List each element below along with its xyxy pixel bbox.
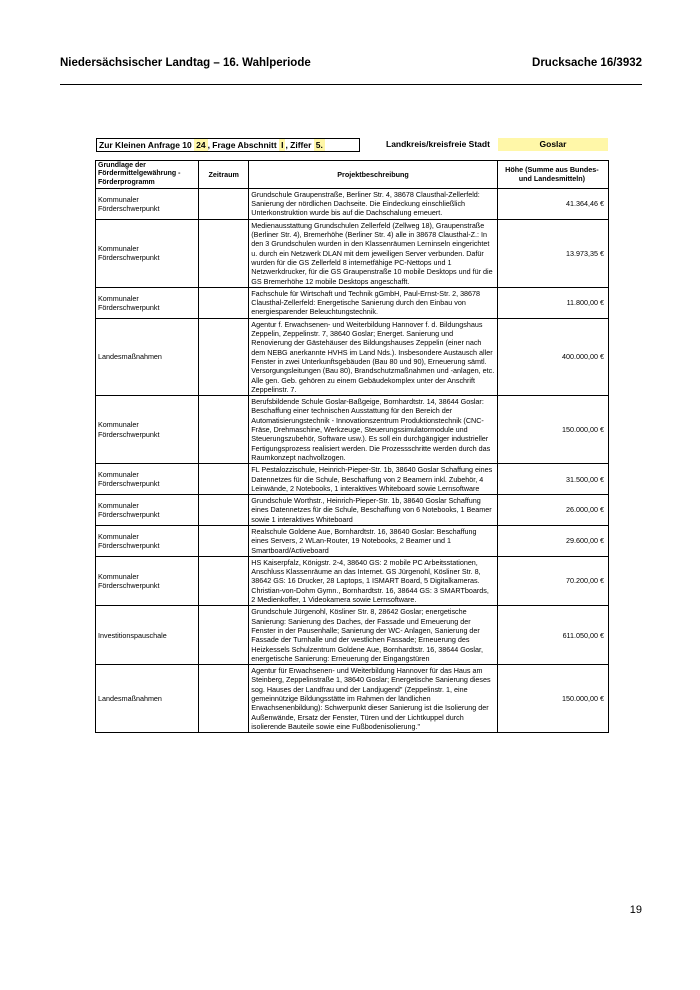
- header-hoehe: Höhe (Summe aus Bundes- und Landesmitteln): [497, 161, 608, 189]
- document-number: Drucksache 16/3932: [532, 57, 642, 69]
- table-row: [96, 318, 609, 395]
- landkreis-label: Landkreis/kreisfreie Stadt: [386, 139, 490, 149]
- header-grundlage: Grundlage der Fördermittelgewährung - Förderprogramm: [96, 161, 199, 189]
- ziffer-value: 5.: [315, 140, 323, 150]
- zeitraum-cell: [199, 495, 249, 526]
- page-header: [60, 57, 642, 77]
- anfrage-label: Zur Kleinen Anfrage 10: [99, 140, 192, 150]
- table-row: [96, 495, 609, 526]
- table-row: [96, 396, 609, 464]
- beschreibung-cell: Grundschule Worthstr., Heinrich-Pieper-Str. 1b, 38640 Goslar Schaffung eines Datennetzes für die Schule, Beschaffung von 6 Notebooks, 1 Beamer sowie 1 interaktives Whiteboard: [249, 495, 497, 526]
- hoehe-cell: 13.973,35 €: [497, 219, 608, 287]
- landkreis-value: Goslar: [498, 138, 608, 151]
- hoehe-cell: 26.000,00 €: [497, 495, 608, 526]
- inquiry-info-bar: [96, 138, 608, 152]
- hoehe-cell: 150.000,00 €: [497, 665, 608, 733]
- table-row: [96, 556, 609, 605]
- beschreibung-cell: Fachschule für Wirtschaft und Technik gGmbH, Paul-Ernst-Str. 2, 38678 Clausthal-Zellerfeld: Energetische Sanierung durch den Einbau von energiesparender Beleuchtungstechnik.: [249, 287, 497, 318]
- grundlage-cell: Kommunaler Förderschwerpunkt: [96, 219, 199, 287]
- zeitraum-cell: [199, 665, 249, 733]
- grundlage-cell: Kommunaler Förderschwerpunkt: [96, 495, 199, 526]
- table-row: [96, 287, 609, 318]
- hoehe-cell: 41.364,46 €: [497, 188, 608, 219]
- grundlage-cell: Kommunaler Förderschwerpunkt: [96, 556, 199, 605]
- hoehe-cell: 150.000,00 €: [497, 396, 608, 464]
- table-header-row: [96, 161, 609, 189]
- page-number: 19: [629, 904, 642, 916]
- header-projekt: Projektbeschreibung: [249, 161, 497, 189]
- hoehe-cell: 400.000,00 €: [497, 318, 608, 395]
- grundlage-cell: Kommunaler Förderschwerpunkt: [96, 287, 199, 318]
- beschreibung-cell: FL Pestalozzischule, Heinrich-Pieper-Str. 1b, 38640 Goslar Schaffung eines Datennetzes für die Schule, Beschaffung von 2 Beamern inkl. Zubehör, 4 Leinwände, 2 Notebooks, 1 interaktives Whiteboard sowie Lernsoftware: [249, 464, 497, 495]
- hoehe-cell: 11.800,00 €: [497, 287, 608, 318]
- anfrage-number: 24: [196, 140, 206, 150]
- beschreibung-cell: Medienausstattung Grundschulen Zellerfeld (Zellweg 18), Graupenstraße (Berliner Str. 4), Bremerhöhe (Berliner Str. 4) alle in 38678 Clausthal-Z.: In den 3 Grundschulen wurden in den Klassenräumen Lerninseln eingerichtet u. durch ein Netzwerk DLAN mit dem jeweiligen Server verbunden. Dafür wurden für die GS Zellerfeld 8 internetfähige PC-Nettops und 1 Netzwerkdrucker, für die GS Graupenstraße 10 mobile Desktops und für die GS Bremerhöhe 12 mobile Desktops angeschafft.: [249, 219, 497, 287]
- frage-label: , Frage Abschnitt: [207, 140, 277, 150]
- hoehe-cell: 70.200,00 €: [497, 556, 608, 605]
- frage-value: I: [281, 140, 284, 150]
- beschreibung-cell: Agentur f. Erwachsenen- und Weiterbildung Hannover f. d. Bildungshaus Zeppelin, Zeppelinstr. 7, 38640 Goslar; Energet. Sanierung und Renovierung der Gästehäuser des Bildungshauses Zeppelin (einer nach dem NEBG anerkannte HVHS im Land Nds.). Insbesondere Austausch aller Fenster in zwei Unterkunftsgebäuden (Bau 80 und 90), Erneuerung sämtl. Versorgungsleitungen (Bau 80), Brandschutzmaßnahmen und -anlagen, etc. Alle gen. Geb. gehören zu einem Gebäudekomplex unter der Anschrift Zeppelinstr. 7.: [249, 318, 497, 395]
- beschreibung-cell: Agentur für Erwachsenen- und Weiterbildung Hannover für das Haus am Steinberg, Zeppelinstraße 1, 38640 Goslar; Energetische Sanierung dieses sog. Hauses der Landfrau und der Landjugend" (Zeppelinstr. 1, eine gemeinnützige Bildungsstätte im Rahmen der ländlichen Erwachsenenbildung): Schwerpunkt dieser Sanierung ist die Isolierung der Außenwände, Ersatz der Fenster, Türen und der Lichtkuppel durch isolierende Bauteile sowie eine Fußbodenisolierung.": [249, 665, 497, 733]
- grundlage-cell: Kommunaler Förderschwerpunkt: [96, 396, 199, 464]
- table-row: [96, 219, 609, 287]
- table-row: [96, 606, 609, 665]
- grundlage-cell: Investitionspauschale: [96, 606, 199, 665]
- ziffer-label: , Ziffer: [285, 140, 312, 150]
- zeitraum-cell: [199, 606, 249, 665]
- table-row: [96, 188, 609, 219]
- grundlage-cell: Landesmaßnahmen: [96, 665, 199, 733]
- grundlage-cell: Kommunaler Förderschwerpunkt: [96, 525, 199, 556]
- hoehe-cell: 29.600,00 €: [497, 525, 608, 556]
- zeitraum-cell: [199, 525, 249, 556]
- beschreibung-cell: Grundschule Jürgenohl, Kösliner Str. 8, 28642 Goslar; energetische Sanierung: Sanierung des Daches, der Fassade und Erneuerung der Fenster in der Pausenhalle; Sanierung der WC- Anlagen, Sanierung der Fassade der Turnhalle und der westlichen Fassade; Erneuerung des Heizkessels Schulzentrum Goldene Aue, Bornhardtstr. 16, 38644 Goslar, energetische Sanierung: Erneuerung der Eingangstüren: [249, 606, 497, 665]
- beschreibung-cell: Grundschule Graupenstraße, Berliner Str. 4, 38678 Clausthal-Zellerfeld: Sanierung der nördlichen Dachseite. Die Eindeckung einschließlich Unterkonstruktion wurde bis auf die Dachschalung erneuert.: [249, 188, 497, 219]
- zeitraum-cell: [199, 287, 249, 318]
- zeitraum-cell: [199, 464, 249, 495]
- table-row: [96, 464, 609, 495]
- beschreibung-cell: Berufsbildende Schule Goslar-Baßgeige, Bornhardtstr. 14, 38644 Goslar: Beschaffung einer technischen Ausstattung für den Bereich der Automatisierungstechnik - Innovationszentrum Produktionstechnik (CNC-Fräse, Drehmaschine, Werkzeuge, Steuerungssimulatormodule und Steuerungszubehör, Software usw.). Es soll ein durchgängiger industrieller Fertigungsprozess realisiert werden. Die Prozessschritte werden durch das Raumkonzept nachvollzogen.: [249, 396, 497, 464]
- zeitraum-cell: [199, 396, 249, 464]
- table-row: [96, 665, 609, 733]
- header-divider: [60, 84, 642, 85]
- hoehe-cell: 31.500,00 €: [497, 464, 608, 495]
- grundlage-cell: Kommunaler Förderschwerpunkt: [96, 188, 199, 219]
- zeitraum-cell: [199, 188, 249, 219]
- table-row: [96, 525, 609, 556]
- grundlage-cell: Kommunaler Förderschwerpunkt: [96, 464, 199, 495]
- inquiry-reference-box: [96, 138, 360, 152]
- funding-table: [95, 160, 609, 733]
- zeitraum-cell: [199, 219, 249, 287]
- zeitraum-cell: [199, 556, 249, 605]
- header-zeitraum: Zeitraum: [199, 161, 249, 189]
- header-title: Niedersächsischer Landtag – 16. Wahlperiode: [60, 57, 311, 69]
- beschreibung-cell: HS Kaiserpfalz, Königstr. 2-4, 38640 GS: 2 mobile PC Arbeitsstationen, Anschluss Klassenräume an das Internet. GS Jürgenohl, Kösliner Str. 8, 38642 GS: 16 Drucker, 28 Laptops, 1 ISMART Board, 5 Digitalkameras. Christian-von-Dohm Gymn., Bornhardtstr. 16, 38644 GS: 3 SMARTboards, 2 Medienkoffer, 1 Videokamera sowie Lernsoftware.: [249, 556, 497, 605]
- beschreibung-cell: Realschule Goldene Aue, Bornhardtstr. 16, 38640 Goslar: Beschaffung eines Servers, 2 WLan-Router, 19 Notebooks, 2 Beamer und 1 Smartboard/Activeboard: [249, 525, 497, 556]
- grundlage-cell: Landesmaßnahmen: [96, 318, 199, 395]
- hoehe-cell: 611.050,00 €: [497, 606, 608, 665]
- zeitraum-cell: [199, 318, 249, 395]
